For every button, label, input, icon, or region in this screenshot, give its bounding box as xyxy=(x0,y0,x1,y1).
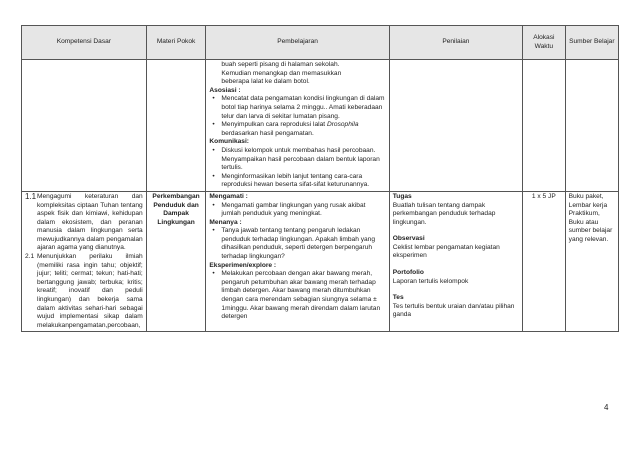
portofolio-text: Laporan tertulis kelompok xyxy=(392,277,469,285)
header-kompetensi: Kompetensi Dasar xyxy=(22,26,147,60)
eksperimen-label: Eksperimen/explore : xyxy=(209,261,277,269)
penilaian-cell xyxy=(389,191,522,332)
continuation-row xyxy=(22,60,619,192)
header-materi: Materi Pokok xyxy=(146,26,206,60)
list-item: • Menyimpulkan cara reproduksi lalat Drosophila berdasarkan hasil pengamatan. xyxy=(221,121,385,138)
komunikasi-label: Komunikasi: xyxy=(209,138,249,146)
pembelajaran-cell xyxy=(206,191,389,332)
list-item: • Tanya jawab tentang tentang pengaruh ledakan penduduk terhadap lingkungan. Apakah limbah yang dihasilkan penduduk, seperti detergen berpengaruh terhadap lingkungan? xyxy=(221,227,385,261)
mengamati-list xyxy=(209,202,385,219)
header-penilaian: Penilaian xyxy=(389,26,522,60)
tugas-title: Tugas xyxy=(392,192,412,200)
page-number: 4 xyxy=(604,403,609,412)
materi-cell: Perkembangan Penduduk dan Dampak Lingkungan xyxy=(146,191,206,332)
komunikasi-list xyxy=(209,147,385,190)
menanya-list xyxy=(209,227,385,261)
continued-text: buah seperti pisang di halaman sekolah. Kemudian menangkap dan memasukkan beberapa lalat ke dalam botol. xyxy=(221,61,342,86)
header-alokasi: Alokasi Waktu xyxy=(523,26,566,60)
eksperimen-list xyxy=(209,270,385,322)
asosiasi-list xyxy=(209,95,385,138)
tes-text: Tes tertulis bentuk uraian dan/atau pilihan ganda xyxy=(392,302,515,319)
kompetensi-cell xyxy=(22,191,147,332)
pembelajaran-continued-cell xyxy=(206,60,389,192)
header-sumber: Sumber Belajar xyxy=(565,26,618,60)
tugas-text: Buatlah tulisan tentang dampak perkembangan penduduk terhadap lingkungan. xyxy=(392,201,496,226)
tes-title: Tes xyxy=(392,294,404,302)
menanya-label: Menanya : xyxy=(209,218,242,226)
observasi-title: Observasi xyxy=(392,235,425,243)
list-item: • Mencatat data pengamatan kondisi lingkungan di dalam botol tiap harinya selama 2 minggu.. Amati keberadaan telur dan larva di sekitar lumatan pisang. xyxy=(221,95,385,121)
observasi-text: Ceklist lembar pengamatan kegiatan eksperimen xyxy=(392,243,500,260)
header-pembelajaran: Pembelajaran xyxy=(206,26,389,60)
syllabus-table xyxy=(21,25,619,332)
kd-item: 2.1 Menunjukkan perilaku ilmiah (memiliki rasa ingin tahu; objektif; jujur; teliti; cermat; tekun; hati-hati; bertanggung jawab; terbuka; kritis; kreatif; inovatif dan peduli lingkungan) dan bekerja sama dalam aktivitas sehari-hari sebagai wujud implementasi sikap dalam melakukanpengamatan,percobaan, xyxy=(25,253,143,329)
list-item: • Menginformasikan lebih lanjut tentang cara-cara reproduksi hewan beserta sifat-sifat keturunannya. xyxy=(221,173,385,190)
list-item: • Mengamati gambar lingkungan yang rusak akibat jumlah penduduk yang meningkat. xyxy=(221,202,385,219)
header-row xyxy=(22,26,619,60)
asosiasi-label: Asosiasi : xyxy=(209,86,241,94)
list-item: • Diskusi kelompok untuk membahas hasil percobaan. Menyampaikan hasil percobaan dalam bentuk laporan tertulis. xyxy=(221,147,385,173)
kd-item: 1.1 Mengagumi keteraturan dan kompleksitas ciptaan Tuhan tentang aspek fisik dan kimiawi, kehidupan dalam ekosistem, dan peranan manusia dalam lingkungan serta mewujudkannya dalam pengamalan ajaran agama yang dianutnya. xyxy=(25,191,143,252)
list-item: • Melakukan percobaan dengan akar bawang merah, pengaruh petumbuhan akar bawang merah terhadap limbah detergen. Akar bawang merah ditumbuhkan dengan cara merendam sebagian siungnya selama ± 1minggu. Akar bawang merah direndam dalam larutan detergen xyxy=(221,270,385,322)
sumber-cell: Buku paket, Lembar kerja Praktikum, Buku atau sumber belajar yang relevan. xyxy=(565,191,618,332)
alokasi-cell: 1 x 5 JP xyxy=(523,191,566,332)
portofolio-title: Portofolio xyxy=(392,269,424,277)
content-row xyxy=(22,191,619,332)
mengamati-label: Mengamati : xyxy=(209,192,248,200)
